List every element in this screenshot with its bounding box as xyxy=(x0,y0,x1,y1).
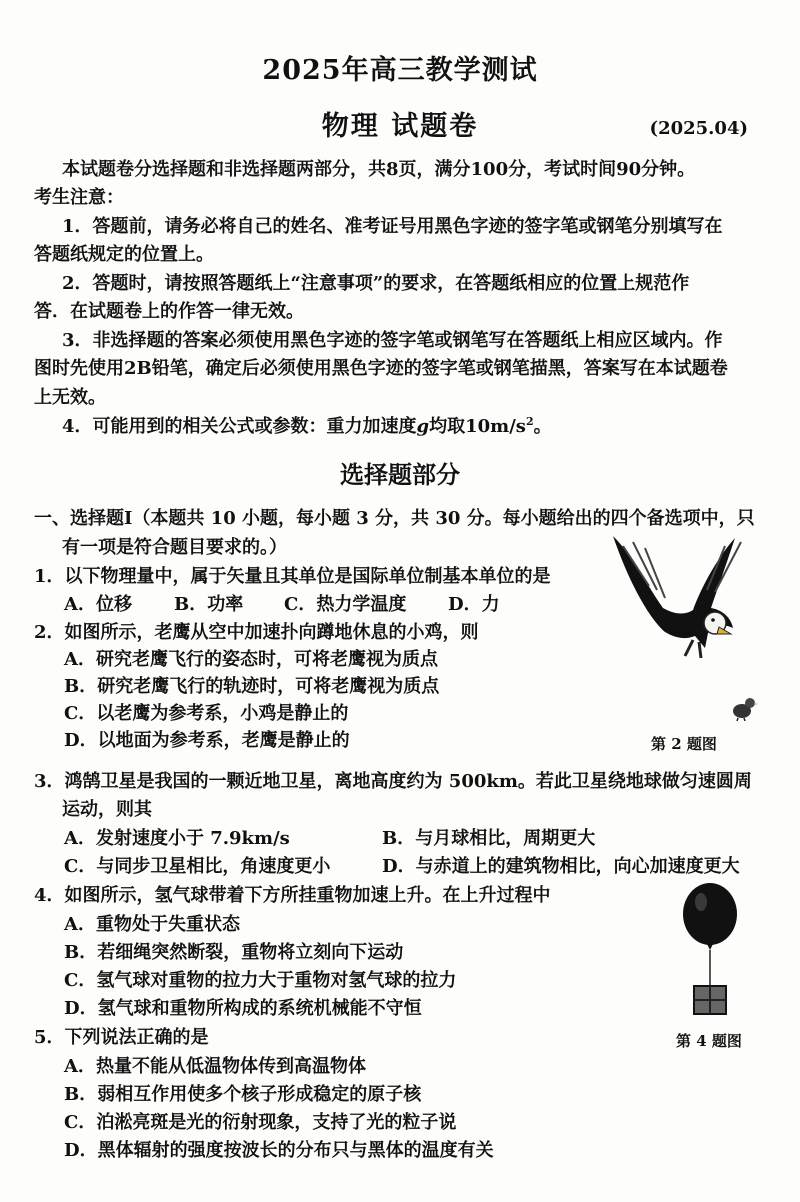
q1-option-a: A．位移 xyxy=(64,594,132,615)
part1-instructions-cont: 有一项是符合题目要求的。） xyxy=(62,537,287,558)
notice-4-end: 。 xyxy=(533,416,552,437)
notice-2-cont: 答．在试题卷上的作答一律无效。 xyxy=(34,301,304,322)
q4-figure-caption: 第 4 题图 xyxy=(676,1032,742,1050)
q5-stem: 5．下列说法正确的是 xyxy=(34,1027,209,1048)
q2-stem: 2．如图所示，老鹰从空中加速扑向蹲地休息的小鸡，则 xyxy=(34,622,479,643)
notice-2: 2．答题时，请按照答题纸上“注意事项”的要求，在答题纸相应的位置上规范作 xyxy=(62,273,690,294)
q1-option-c: C．热力学温度 xyxy=(284,594,407,615)
q4-option-b: B．若细绳突然断裂，重物将立刻向下运动 xyxy=(64,942,404,963)
notice-4-mid: 均取10m/s xyxy=(429,416,526,437)
notice-1: 1．答题前，请务必将自己的姓名、准考证号用黑色字迹的签字笔或钢笔分别填写在 xyxy=(62,216,723,237)
q1-stem: 1．以下物理量中，属于矢量且其单位是国际单位制基本单位的是 xyxy=(34,566,551,587)
notice-3-cont: 图时先使用2B铅笔，确定后必须使用黑色字迹的签字笔或钢笔描黑，答案写在本试题卷 xyxy=(34,358,728,379)
q2-figure-caption: 第 2 题图 xyxy=(651,735,717,753)
notice-4-exponent: 2 xyxy=(525,415,534,428)
q3-option-a: A．发射速度小于 7.9km/s xyxy=(64,828,290,849)
eagle-figure xyxy=(605,528,765,668)
notice-4 xyxy=(62,413,800,441)
q3-option-b: B．与月球相比，周期更大 xyxy=(382,828,596,849)
notice-1-cont: 答题纸规定的位置上。 xyxy=(34,244,214,265)
notice-4-prefix: 4．可能用到的相关公式或参数：重力加速度 xyxy=(62,416,417,437)
subject-title: 物理 试题卷 xyxy=(321,111,479,142)
chick-figure xyxy=(728,695,758,721)
q5-option-a: A．热量不能从低温物体传到高温物体 xyxy=(64,1056,366,1077)
notice-label: 考生注意： xyxy=(34,187,124,208)
q3-stem-cont: 运动，则其 xyxy=(62,799,152,820)
balloon-figure xyxy=(670,880,750,1020)
section-heading: 选择题部分 xyxy=(340,460,460,489)
q2-option-c: C．以老鹰为参考系，小鸡是静止的 xyxy=(64,703,349,724)
q3-option-c: C．与同步卫星相比，角速度更小 xyxy=(64,856,331,877)
q4-option-c: C．氢气球对重物的拉力大于重物对氢气球的拉力 xyxy=(64,970,457,991)
q5-option-c: C．泊淞亮斑是光的衍射现象，支持了光的粒子说 xyxy=(64,1112,457,1133)
q5-option-b: B．弱相互作用使多个核子形成稳定的原子核 xyxy=(64,1084,422,1105)
q2-option-b: B．研究老鹰飞行的轨迹时，可将老鹰视为质点 xyxy=(64,676,440,697)
q4-stem: 4．如图所示，氢气球带着下方所挂重物加速上升。在上升过程中 xyxy=(34,885,551,906)
exam-date: (2025.04) xyxy=(649,118,748,139)
q1-option-d: D．力 xyxy=(448,594,500,615)
q4-option-d: D．氢气球和重物所构成的系统机械能不守恒 xyxy=(64,998,422,1019)
q1-option-b: B．功率 xyxy=(174,594,244,615)
q2-option-d: D．以地面为参考系，老鹰是静止的 xyxy=(64,730,350,751)
q2-option-a: A．研究老鹰飞行的姿态时，可将老鹰视为质点 xyxy=(64,649,438,670)
q3-option-d: D．与赤道上的建筑物相比，向心加速度更大 xyxy=(382,856,740,877)
q4-option-a: A．重物处于失重状态 xyxy=(64,914,240,935)
q5-option-d: D．黑体辐射的强度按波长的分布只与黑体的温度有关 xyxy=(64,1140,494,1161)
exam-title: 2025年高三教学测试 xyxy=(262,55,538,86)
intro-line: 本试题卷分选择题和非选择题两部分，共8页，满分100分，考试时间90分钟。 xyxy=(62,159,696,180)
notice-3: 3．非选择题的答案必须使用黑色字迹的签字笔或钢笔写在答题纸上相应区域内。作 xyxy=(62,330,723,351)
gravity-symbol: g xyxy=(416,416,430,437)
notice-3-end: 上无效。 xyxy=(34,387,106,408)
part1-instructions: 一、选择题Ⅰ（本题共 10 小题，每小题 3 分，共 30 分。每小题给出的四个备选项中，只 xyxy=(34,508,755,529)
q3-stem: 3．鸿鹄卫星是我国的一颗近地卫星，离地高度约为 500km。若此卫星绕地球做匀速圆周 xyxy=(34,771,752,792)
